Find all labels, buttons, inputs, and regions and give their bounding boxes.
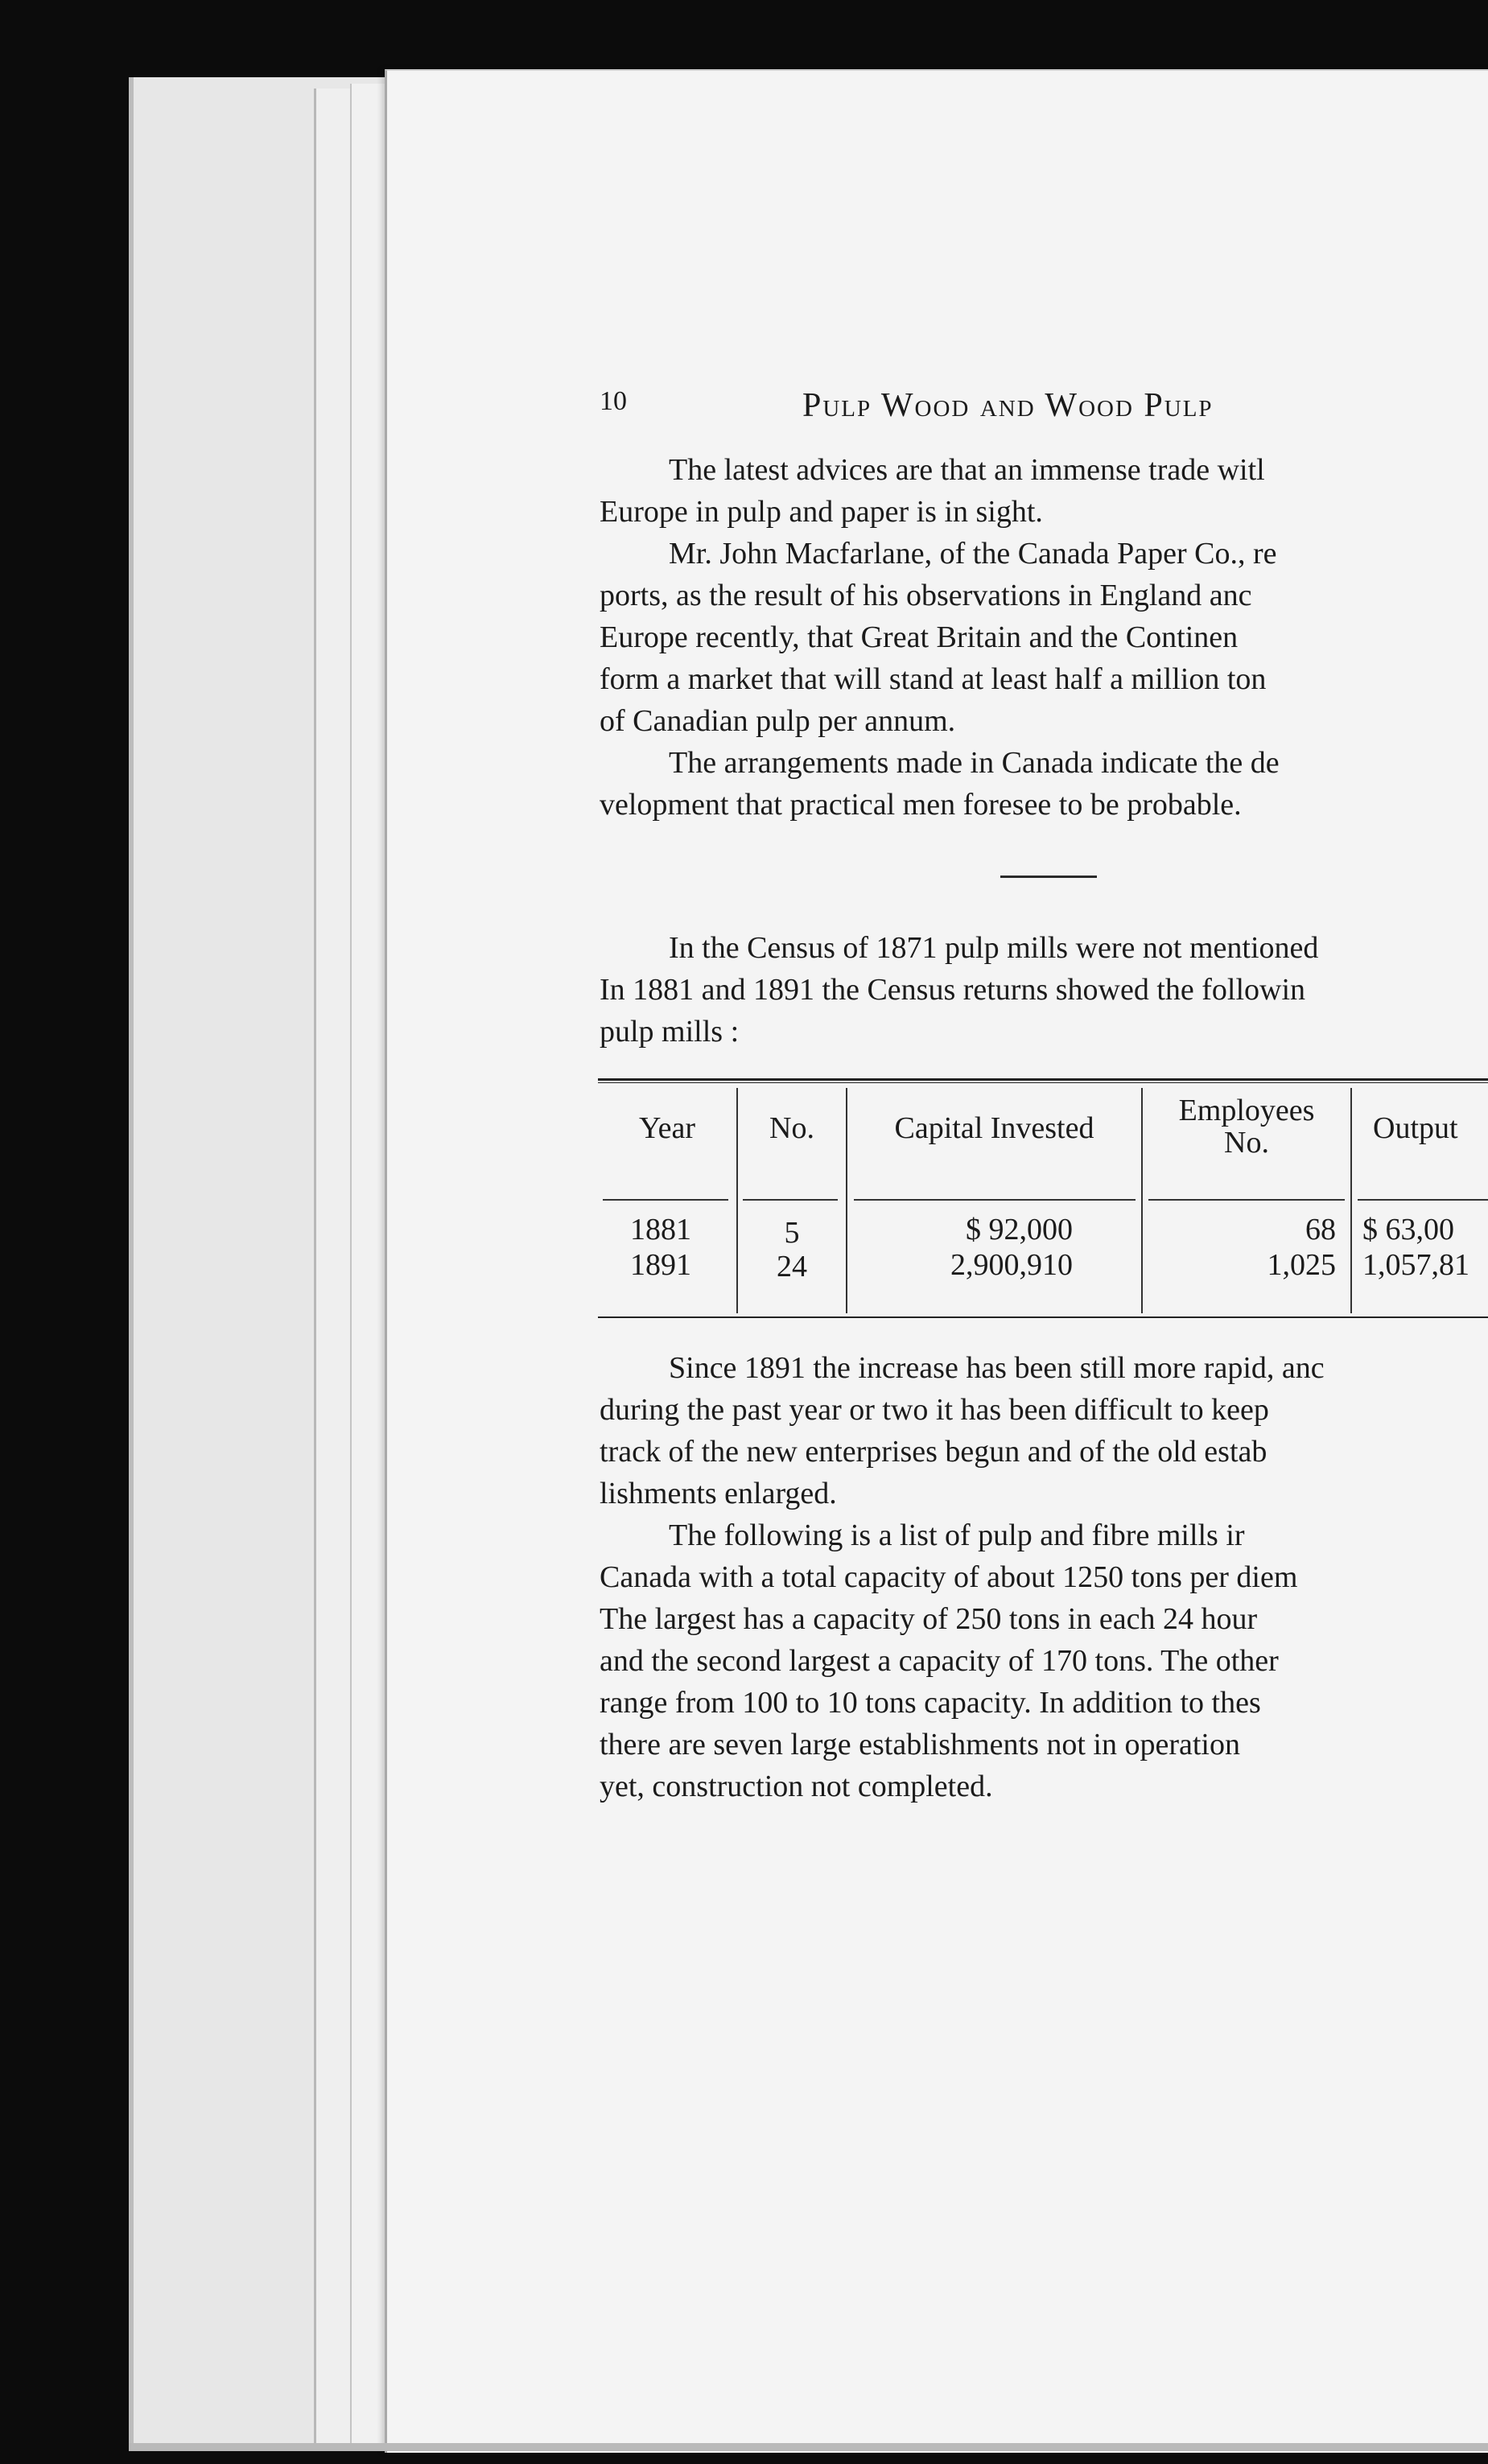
header-no: No. [769,1111,814,1145]
text-line: ports, as the result of his observations in England anc [600,579,1252,612]
text-line: lishments enlarged. [600,1477,837,1510]
text-line: Mr. John Macfarlane, of the Canada Paper Co., re [669,537,1277,571]
text-line: yet, construction not completed. [600,1770,993,1803]
text-line: velopment that practical men foresee to be probable. [600,788,1242,822]
text-line: Canada with a total capacity of about 1250 tons per diem [600,1560,1298,1594]
table-top-rule-thin [598,1082,1488,1083]
text-line: pulp mills : [600,1015,740,1049]
header-employees: Employees [1178,1094,1315,1127]
cell-year: 1891 [630,1248,691,1282]
cell-capital: $ 92,000 [966,1213,1073,1246]
cell-output: 1,057,81 [1362,1248,1469,1282]
paragraph-increase-since-1891 [600,1347,1488,1514]
paragraph-macfarlane-report [600,533,1488,742]
cell-capital: 2,900,910 [950,1248,1073,1282]
paragraph-census-intro [600,927,1488,1053]
cell-year: 1881 [630,1213,691,1246]
paragraph-arrangements [600,742,1488,826]
text-line: In the Census of 1871 pulp mills were not mentioned [669,931,1319,965]
header-employees-no: No. [1224,1126,1269,1160]
header-capital-invested: Capital Invested [894,1111,1094,1145]
text-line: and the second largest a capacity of 170 tons. The other [600,1644,1279,1678]
text-line: track of the new enterprises begun and of the old estab [600,1435,1267,1469]
text-line: Since 1891 the increase has been still more rapid, anc [669,1351,1325,1385]
text-line: The latest advices are that an immense trade witl [669,453,1265,487]
text-line: form a market that will stand at least half a million ton [600,662,1267,696]
text-line: during the past year or two it has been difficult to keep [600,1393,1269,1427]
table-bottom-rule [598,1316,1488,1318]
text-line: The largest has a capacity of 250 tons in each 24 hour [600,1602,1258,1636]
paragraph-mills-list [600,1514,1488,1807]
text-line: of Canadian pulp per annum. [600,704,956,738]
header-underline [743,1199,838,1201]
page-number: 10 [600,386,627,416]
text-line: there are seven large establishments not in operation [600,1728,1240,1761]
cell-output: $ 63,00 [1362,1213,1454,1246]
text-line: In 1881 and 1891 the Census returns showed the followin [600,973,1306,1007]
text-line: The following is a list of pulp and fibre mills ir [669,1518,1245,1552]
cell-no: 24 [777,1250,807,1284]
table-top-rule [598,1078,1488,1081]
header-underline [603,1199,728,1201]
text-line: Europe recently, that Great Britain and the Continen [600,620,1239,654]
cell-employees: 68 [1305,1213,1336,1246]
page-bottom-edge [129,2443,1488,2451]
text-line: range from 100 to 10 tons capacity. In addition to thes [600,1686,1261,1720]
text-line: Europe in pulp and paper is in sight. [600,495,1043,529]
running-head-title: Pulp Wood and Wood Pulp [802,387,1214,424]
cell-employees: 1,025 [1267,1248,1336,1282]
header-output: Output [1373,1111,1458,1145]
header-underline [1358,1199,1488,1201]
section-divider-rule [1000,876,1097,878]
header-underline [854,1199,1136,1201]
header-underline [1148,1199,1345,1201]
paragraph-trade-advices [600,449,1488,533]
text-line: The arrangements made in Canada indicate the de [669,746,1280,780]
census-table [598,1078,1488,1320]
header-year: Year [638,1111,696,1145]
cell-no: 5 [784,1216,800,1250]
